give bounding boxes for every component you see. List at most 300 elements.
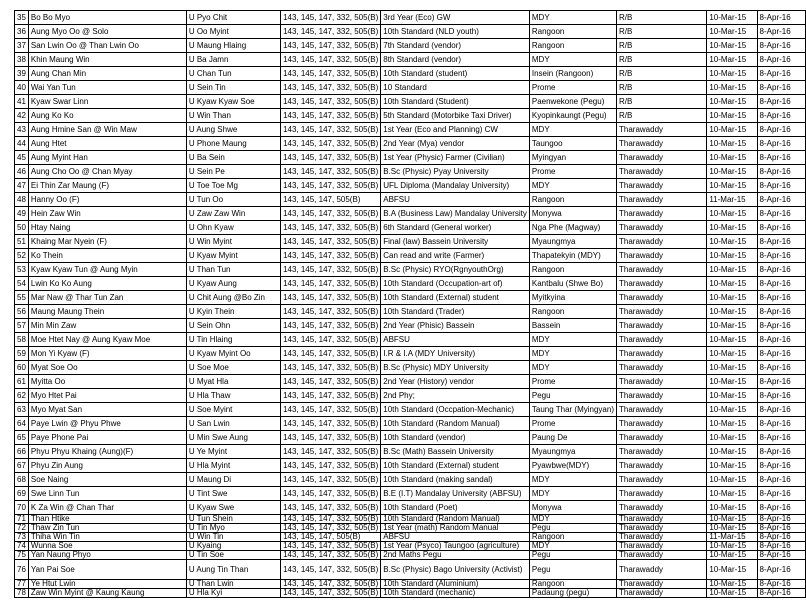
prison-cell: Tharawaddy [617, 403, 707, 417]
arrest-date-cell: 10-Mar-15 [707, 263, 757, 277]
address-cell: MDY [529, 11, 616, 25]
row-number-cell: 53 [15, 263, 29, 277]
prison-cell: Tharawaddy [617, 459, 707, 473]
education-cell: 10th Standard (External) student [381, 459, 530, 473]
education-cell: 1st Year (Eco and Planning) CW [381, 123, 530, 137]
arrest-date-cell: 10-Mar-15 [707, 445, 757, 459]
address-cell: MDY [529, 542, 616, 551]
address-cell: Pegu [529, 551, 616, 560]
prison-cell: R/B [617, 95, 707, 109]
record-date-cell: 8-Apr-16 [757, 67, 805, 81]
table-row [15, 487, 806, 501]
sections-cell: 143, 145, 147, 332, 505(B) [281, 221, 381, 235]
father-name-cell: U Kyaw Kyaw Soe [186, 95, 280, 109]
address-cell: Prome [529, 417, 616, 431]
father-name-cell: U Myat Hla [186, 375, 280, 389]
table-row [15, 445, 806, 459]
table-row [15, 235, 806, 249]
table-row [15, 589, 806, 598]
prison-cell: R/B [617, 53, 707, 67]
name-cell: Min Min Zaw [28, 319, 186, 333]
table-row [15, 207, 806, 221]
address-cell: Rangoon [529, 193, 616, 207]
education-cell: 10th Standard (mechanic) [381, 589, 530, 598]
education-cell: B.Sc (Physic) MDY University [381, 361, 530, 375]
arrest-date-cell: 10-Mar-15 [707, 589, 757, 598]
record-date-cell: 8-Apr-16 [757, 403, 805, 417]
row-number-cell: 55 [15, 291, 29, 305]
sections-cell: 143, 145, 147, 505(B) [281, 533, 381, 542]
name-cell: Ye Htut Lwin [28, 580, 186, 589]
table-row [15, 39, 806, 53]
prison-cell: R/B [617, 25, 707, 39]
record-date-cell: 8-Apr-16 [757, 375, 805, 389]
record-date-cell: 8-Apr-16 [757, 487, 805, 501]
education-cell: 2nd Maths Pegu [381, 551, 530, 560]
record-date-cell: 8-Apr-16 [757, 560, 805, 580]
name-cell: Kyaw Swar Linn [28, 95, 186, 109]
name-cell: Lwin Ko Ko Aung [28, 277, 186, 291]
row-number-cell: 39 [15, 67, 29, 81]
name-cell: Mon Yi Kyaw (F) [28, 347, 186, 361]
table-row [15, 25, 806, 39]
father-name-cell: U Tin Soe [186, 551, 280, 560]
address-cell: Rangoon [529, 25, 616, 39]
record-date-cell: 8-Apr-16 [757, 473, 805, 487]
father-name-cell: U Aung Tin Than [186, 560, 280, 580]
arrest-date-cell: 10-Mar-15 [707, 53, 757, 67]
address-cell: MDY [529, 361, 616, 375]
arrest-date-cell: 10-Mar-15 [707, 347, 757, 361]
sections-cell: 143, 145, 147, 332, 505(B) [281, 137, 381, 151]
father-name-cell: U Tin Myo [186, 524, 280, 533]
father-name-cell: U Tint Swe [186, 487, 280, 501]
table-row [15, 263, 806, 277]
name-cell: Paye Lwin @ Phyu Phwe [28, 417, 186, 431]
name-cell: San Lwin Oo @ Than Lwin Oo [28, 39, 186, 53]
arrest-date-cell: 10-Mar-15 [707, 319, 757, 333]
address-cell: Padaung (pegu) [529, 589, 616, 598]
prison-cell: Tharawaddy [617, 551, 707, 560]
record-date-cell: 8-Apr-16 [757, 524, 805, 533]
table-row [15, 109, 806, 123]
father-name-cell: U Kyaw Aung [186, 277, 280, 291]
record-date-cell: 8-Apr-16 [757, 109, 805, 123]
arrest-date-cell: 10-Mar-15 [707, 81, 757, 95]
address-cell: Myaungmya [529, 235, 616, 249]
address-cell: Monywa [529, 207, 616, 221]
row-number-cell: 38 [15, 53, 29, 67]
row-number-cell: 50 [15, 221, 29, 235]
name-cell: Myitta Oo [28, 375, 186, 389]
education-cell: 10th Standard (Random Manual) [381, 417, 530, 431]
arrest-date-cell: 10-Mar-15 [707, 551, 757, 560]
address-cell: Pegu [529, 560, 616, 580]
name-cell: Soe Naing [28, 473, 186, 487]
table-row [15, 137, 806, 151]
prison-cell: R/B [617, 109, 707, 123]
father-name-cell: U Zaw Zaw Win [186, 207, 280, 221]
prison-cell: Tharawaddy [617, 235, 707, 249]
education-cell: 10th Standard (Aluminium) [381, 580, 530, 589]
father-name-cell: U Hla Thaw [186, 389, 280, 403]
record-date-cell: 8-Apr-16 [757, 431, 805, 445]
father-name-cell: U Aung Shwe [186, 123, 280, 137]
name-cell: Ko Thein [28, 249, 186, 263]
education-cell: 10 Standard [381, 81, 530, 95]
name-cell: K Za Win @ Chan Thar [28, 501, 186, 515]
education-cell: 10th Standard (student) [381, 67, 530, 81]
record-date-cell: 8-Apr-16 [757, 249, 805, 263]
record-date-cell: 8-Apr-16 [757, 95, 805, 109]
sections-cell: 143, 145, 147, 332, 505(B) [281, 151, 381, 165]
prison-cell: Tharawaddy [617, 151, 707, 165]
table-row [15, 473, 806, 487]
table-row [15, 53, 806, 67]
name-cell: Hein Zaw Win [28, 207, 186, 221]
row-number-cell: 63 [15, 403, 29, 417]
record-date-cell: 8-Apr-16 [757, 347, 805, 361]
prison-cell: Tharawaddy [617, 473, 707, 487]
table-row [15, 431, 806, 445]
row-number-cell: 35 [15, 11, 29, 25]
record-date-cell: 8-Apr-16 [757, 333, 805, 347]
arrest-date-cell: 10-Mar-15 [707, 291, 757, 305]
table-row [15, 291, 806, 305]
sections-cell: 143, 145, 147, 332, 505(B) [281, 235, 381, 249]
row-number-cell: 66 [15, 445, 29, 459]
arrest-date-cell: 10-Mar-15 [707, 560, 757, 580]
table-row [15, 165, 806, 179]
father-name-cell: U Maung Di [186, 473, 280, 487]
table-row [15, 501, 806, 515]
education-cell: B.Sc (Physic) Pyay University [381, 165, 530, 179]
address-cell: Kantbalu (Shwe Bo) [529, 277, 616, 291]
row-number-cell: 69 [15, 487, 29, 501]
table-row [15, 542, 806, 551]
prison-cell: R/B [617, 11, 707, 25]
sections-cell: 143, 145, 147, 332, 505(B) [281, 109, 381, 123]
address-cell: Prome [529, 81, 616, 95]
arrest-date-cell: 10-Mar-15 [707, 11, 757, 25]
name-cell: Thiha Win Tin [28, 533, 186, 542]
name-cell: Wai Yan Tun [28, 81, 186, 95]
education-cell: B.E (I.T) Mandalay University (ABFSU) [381, 487, 530, 501]
name-cell: Than Htike [28, 515, 186, 524]
record-date-cell: 8-Apr-16 [757, 151, 805, 165]
name-cell: Aung Hmine San @ Win Maw [28, 123, 186, 137]
sections-cell: 143, 145, 147, 332, 505(B) [281, 11, 381, 25]
table-row [15, 81, 806, 95]
father-name-cell: U San Lwin [186, 417, 280, 431]
record-date-cell: 8-Apr-16 [757, 319, 805, 333]
arrest-date-cell: 10-Mar-15 [707, 515, 757, 524]
education-cell: 2nd Year (Phisic) Bassein [381, 319, 530, 333]
record-date-cell: 8-Apr-16 [757, 542, 805, 551]
name-cell: Zaw Win Myint @ Kaung Kaung [28, 589, 186, 598]
education-cell: 5th Standard (Motorbike Taxi Driver) [381, 109, 530, 123]
name-cell: Khin Maung Win [28, 53, 186, 67]
prison-cell: Tharawaddy [617, 179, 707, 193]
prison-cell: Tharawaddy [617, 319, 707, 333]
row-number-cell: 37 [15, 39, 29, 53]
arrest-date-cell: 10-Mar-15 [707, 165, 757, 179]
arrest-date-cell: 10-Mar-15 [707, 249, 757, 263]
address-cell: Rangoon [529, 39, 616, 53]
record-date-cell: 8-Apr-16 [757, 207, 805, 221]
prison-cell: Tharawaddy [617, 580, 707, 589]
row-number-cell: 42 [15, 109, 29, 123]
father-name-cell: U Oo Myint [186, 25, 280, 39]
father-name-cell: U Soe Myint [186, 403, 280, 417]
father-name-cell: U Sein Pe [186, 165, 280, 179]
education-cell: 10th Standard (Student) [381, 95, 530, 109]
father-name-cell: U Ba Sein [186, 151, 280, 165]
prison-cell: Tharawaddy [617, 361, 707, 375]
name-cell: Ei Thin Zar Maung (F) [28, 179, 186, 193]
row-number-cell: 47 [15, 179, 29, 193]
record-date-cell: 8-Apr-16 [757, 39, 805, 53]
sections-cell: 143, 145, 147, 332, 505(B) [281, 165, 381, 179]
table-row [15, 123, 806, 137]
father-name-cell: U Than Tun [186, 263, 280, 277]
row-number-cell: 44 [15, 137, 29, 151]
record-date-cell: 8-Apr-16 [757, 533, 805, 542]
table-row [15, 179, 806, 193]
father-name-cell: U Ohn Kyaw [186, 221, 280, 235]
record-date-cell: 8-Apr-16 [757, 459, 805, 473]
record-date-cell: 8-Apr-16 [757, 589, 805, 598]
record-date-cell: 8-Apr-16 [757, 389, 805, 403]
row-number-cell: 57 [15, 319, 29, 333]
table-row [15, 151, 806, 165]
address-cell: MDY [529, 473, 616, 487]
address-cell: MDY [529, 515, 616, 524]
record-date-cell: 8-Apr-16 [757, 165, 805, 179]
name-cell: Aung Ko Ko [28, 109, 186, 123]
record-date-cell: 8-Apr-16 [757, 445, 805, 459]
father-name-cell: U Phone Maung [186, 137, 280, 151]
address-cell: Taungoo [529, 137, 616, 151]
prison-cell: Tharawaddy [617, 123, 707, 137]
row-number-cell: 74 [15, 542, 29, 551]
prison-cell: Tharawaddy [617, 277, 707, 291]
education-cell: 1st Year (Psyco) Taungoo (agriculture) [381, 542, 530, 551]
education-cell: 1st Year (Physic) Farmer (Civilian) [381, 151, 530, 165]
name-cell: Swe Linn Tun [28, 487, 186, 501]
record-date-cell: 8-Apr-16 [757, 137, 805, 151]
father-name-cell: U Ye Myint [186, 445, 280, 459]
prison-cell: R/B [617, 39, 707, 53]
sections-cell: 143, 145, 147, 332, 505(B) [281, 81, 381, 95]
prison-cell: Tharawaddy [617, 560, 707, 580]
arrest-date-cell: 11-Mar-15 [707, 193, 757, 207]
address-cell: Prome [529, 165, 616, 179]
table-row [15, 551, 806, 560]
table-row [15, 533, 806, 542]
education-cell: 10th Standard (Random Manual) [381, 515, 530, 524]
name-cell: Aung Myo Oo @ Solo [28, 25, 186, 39]
table-row [15, 193, 806, 207]
address-cell: Myingyan [529, 151, 616, 165]
father-name-cell: U Kyaw Myint Oo [186, 347, 280, 361]
prison-cell: Tharawaddy [617, 487, 707, 501]
row-number-cell: 49 [15, 207, 29, 221]
row-number-cell: 59 [15, 347, 29, 361]
name-cell: Myat Soe Oo [28, 361, 186, 375]
arrest-date-cell: 10-Mar-15 [707, 580, 757, 589]
father-name-cell: U Min Swe Aung [186, 431, 280, 445]
address-cell: Rangoon [529, 263, 616, 277]
record-date-cell: 8-Apr-16 [757, 235, 805, 249]
record-date-cell: 8-Apr-16 [757, 417, 805, 431]
name-cell: Htay Naing [28, 221, 186, 235]
address-cell: Myaungmya [529, 445, 616, 459]
record-date-cell: 8-Apr-16 [757, 81, 805, 95]
sections-cell: 143, 145, 147, 332, 505(B) [281, 123, 381, 137]
record-date-cell: 8-Apr-16 [757, 25, 805, 39]
address-cell: Rangoon [529, 533, 616, 542]
name-cell: Myo Myat San [28, 403, 186, 417]
table-row [15, 11, 806, 25]
arrest-date-cell: 10-Mar-15 [707, 179, 757, 193]
sections-cell: 143, 145, 147, 332, 505(B) [281, 445, 381, 459]
name-cell: Phyu Phyu Khaing (Aung)(F) [28, 445, 186, 459]
row-number-cell: 62 [15, 389, 29, 403]
row-number-cell: 41 [15, 95, 29, 109]
education-cell: 10th Standard (Occupation-art of) [381, 277, 530, 291]
row-number-cell: 45 [15, 151, 29, 165]
prisoner-table [14, 10, 806, 598]
sections-cell: 143, 145, 147, 332, 505(B) [281, 277, 381, 291]
row-number-cell: 36 [15, 25, 29, 39]
sections-cell: 143, 145, 147, 332, 505(B) [281, 459, 381, 473]
education-cell: 6th Standard (General worker) [381, 221, 530, 235]
address-cell: Monywa [529, 501, 616, 515]
table-row [15, 305, 806, 319]
prison-cell: Tharawaddy [617, 221, 707, 235]
prison-cell: Tharawaddy [617, 389, 707, 403]
table-row [15, 319, 806, 333]
sections-cell: 143, 145, 147, 505(B) [281, 193, 381, 207]
sections-cell: 143, 145, 147, 332, 505(B) [281, 589, 381, 598]
father-name-cell: U Sein Tin [186, 81, 280, 95]
arrest-date-cell: 10-Mar-15 [707, 207, 757, 221]
arrest-date-cell: 10-Mar-15 [707, 221, 757, 235]
name-cell: Aung Chan Min [28, 67, 186, 81]
father-name-cell: U Win Tin [186, 533, 280, 542]
address-cell: Rangoon [529, 580, 616, 589]
name-cell: Khaing Mar Nyein (F) [28, 235, 186, 249]
name-cell: Phyu Zin Aung [28, 459, 186, 473]
name-cell: Wunna Soe [28, 542, 186, 551]
sections-cell: 143, 145, 147, 332, 505(B) [281, 524, 381, 533]
prison-cell: Tharawaddy [617, 542, 707, 551]
table-row [15, 221, 806, 235]
name-cell: Mar Naw @ Thar Tun Zan [28, 291, 186, 305]
arrest-date-cell: 10-Mar-15 [707, 389, 757, 403]
education-cell: 1st Year (math) Random Manual [381, 524, 530, 533]
address-cell: Taung Thar (Myingyan) [529, 403, 616, 417]
arrest-date-cell: 10-Mar-15 [707, 375, 757, 389]
sections-cell: 143, 145, 147, 332, 505(B) [281, 333, 381, 347]
education-cell: 3rd Year (Eco) GW [381, 11, 530, 25]
education-cell: 2nd Year (History) vendor [381, 375, 530, 389]
table-row [15, 459, 806, 473]
row-number-cell: 68 [15, 473, 29, 487]
arrest-date-cell: 10-Mar-15 [707, 361, 757, 375]
table-row [15, 389, 806, 403]
prisoner-table-sheet [14, 10, 806, 598]
arrest-date-cell: 10-Mar-15 [707, 501, 757, 515]
education-cell: I.R & I.A (MDY University) [381, 347, 530, 361]
row-number-cell: 51 [15, 235, 29, 249]
arrest-date-cell: 10-Mar-15 [707, 67, 757, 81]
row-number-cell: 40 [15, 81, 29, 95]
table-body [15, 11, 806, 598]
prison-cell: Tharawaddy [617, 589, 707, 598]
name-cell: Aung Htet [28, 137, 186, 151]
name-cell: Maung Maung Thein [28, 305, 186, 319]
address-cell: Myitkyina [529, 291, 616, 305]
record-date-cell: 8-Apr-16 [757, 305, 805, 319]
prison-cell: Tharawaddy [617, 249, 707, 263]
row-number-cell: 70 [15, 501, 29, 515]
education-cell: 10th Standard (making sandal) [381, 473, 530, 487]
arrest-date-cell: 10-Mar-15 [707, 417, 757, 431]
table-row [15, 249, 806, 263]
record-date-cell: 8-Apr-16 [757, 291, 805, 305]
education-cell: B.Sc (Physic) Bago University (Activist) [381, 560, 530, 580]
father-name-cell: U Pyo Chit [186, 11, 280, 25]
prison-cell: Tharawaddy [617, 291, 707, 305]
table-row [15, 403, 806, 417]
arrest-date-cell: 10-Mar-15 [707, 277, 757, 291]
row-number-cell: 65 [15, 431, 29, 445]
record-date-cell: 8-Apr-16 [757, 53, 805, 67]
name-cell: Aung Cho Oo @ Chan Myay [28, 165, 186, 179]
name-cell: Bo Bo Myo [28, 11, 186, 25]
father-name-cell: U Kyin Thein [186, 305, 280, 319]
father-name-cell: U Win Than [186, 109, 280, 123]
father-name-cell: U Hla Myint [186, 459, 280, 473]
arrest-date-cell: 10-Mar-15 [707, 487, 757, 501]
sections-cell: 143, 145, 147, 332, 505(B) [281, 263, 381, 277]
education-cell: 10th Standard (Trader) [381, 305, 530, 319]
record-date-cell: 8-Apr-16 [757, 123, 805, 137]
address-cell: Thapatekyin (MDY) [529, 249, 616, 263]
address-cell: Paung De [529, 431, 616, 445]
sections-cell: 143, 145, 147, 332, 505(B) [281, 319, 381, 333]
address-cell: Kyopinkaungt (Pegu) [529, 109, 616, 123]
arrest-date-cell: 10-Mar-15 [707, 459, 757, 473]
name-cell: Hanny Oo (F) [28, 193, 186, 207]
sections-cell: 143, 145, 147, 332, 505(B) [281, 403, 381, 417]
sections-cell: 143, 145, 147, 332, 505(B) [281, 551, 381, 560]
address-cell: Insein (Rangoon) [529, 67, 616, 81]
table-row [15, 95, 806, 109]
address-cell: Pyawbwe(MDY) [529, 459, 616, 473]
table-row [15, 375, 806, 389]
father-name-cell: U Tun Shein [186, 515, 280, 524]
record-date-cell: 8-Apr-16 [757, 263, 805, 277]
record-date-cell: 8-Apr-16 [757, 580, 805, 589]
education-cell: 10th Standard (Occpation-Mechanic) [381, 403, 530, 417]
prison-cell: Tharawaddy [617, 347, 707, 361]
name-cell: Kyaw Kyaw Tun @ Aung Myin [28, 263, 186, 277]
prison-cell: Tharawaddy [617, 431, 707, 445]
education-cell: 10th Standard (NLD youth) [381, 25, 530, 39]
